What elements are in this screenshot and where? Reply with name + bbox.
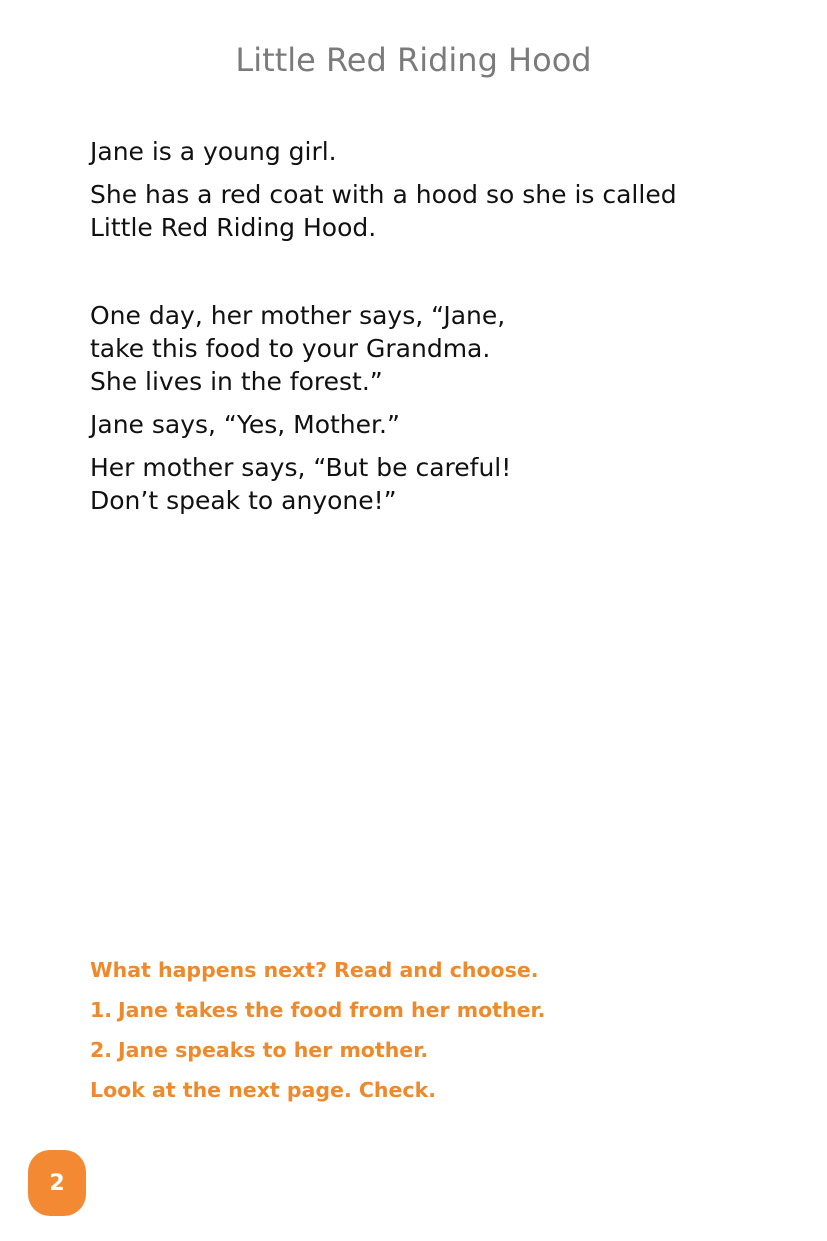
story-line: Little Red Riding Hood. — [90, 213, 377, 242]
story-line: take this food to your Grandma. — [90, 334, 491, 363]
story-line: Jane says, “Yes, Mother.” — [90, 410, 400, 439]
story-paragraph — [90, 408, 770, 441]
page-number-badge — [28, 1150, 86, 1216]
activity-prompt: What happens next? Read and choose. — [90, 958, 539, 982]
activity-box — [90, 955, 770, 1115]
story-line: She lives in the forest.” — [90, 367, 383, 396]
activity-option-2[interactable] — [90, 1035, 770, 1065]
story-line: Don’t speak to anyone!” — [90, 486, 397, 515]
activity-instruction: Look at the next page. Check. — [90, 1078, 436, 1102]
page-title: Little Red Riding Hood — [235, 41, 592, 79]
option-text: Jane takes the food from her mother. — [118, 998, 546, 1022]
story-line: One day, her mother says, “Jane, — [90, 301, 506, 330]
option-number: 1. — [90, 998, 113, 1022]
page-number: 2 — [49, 1170, 65, 1196]
story-line: She has a red coat with a hood so she is called — [90, 180, 677, 209]
story-paragraph — [90, 135, 770, 168]
story-paragraph — [90, 299, 770, 398]
option-text: Jane speaks to her mother. — [118, 1038, 429, 1062]
story-text — [90, 135, 770, 517]
story-line: Jane is a young girl. — [90, 137, 337, 166]
activity-option-1[interactable] — [90, 995, 770, 1025]
story-paragraph — [90, 178, 770, 244]
story-line: Her mother says, “But be careful! — [90, 453, 512, 482]
option-number: 2. — [90, 1038, 113, 1062]
story-paragraph — [90, 451, 770, 517]
